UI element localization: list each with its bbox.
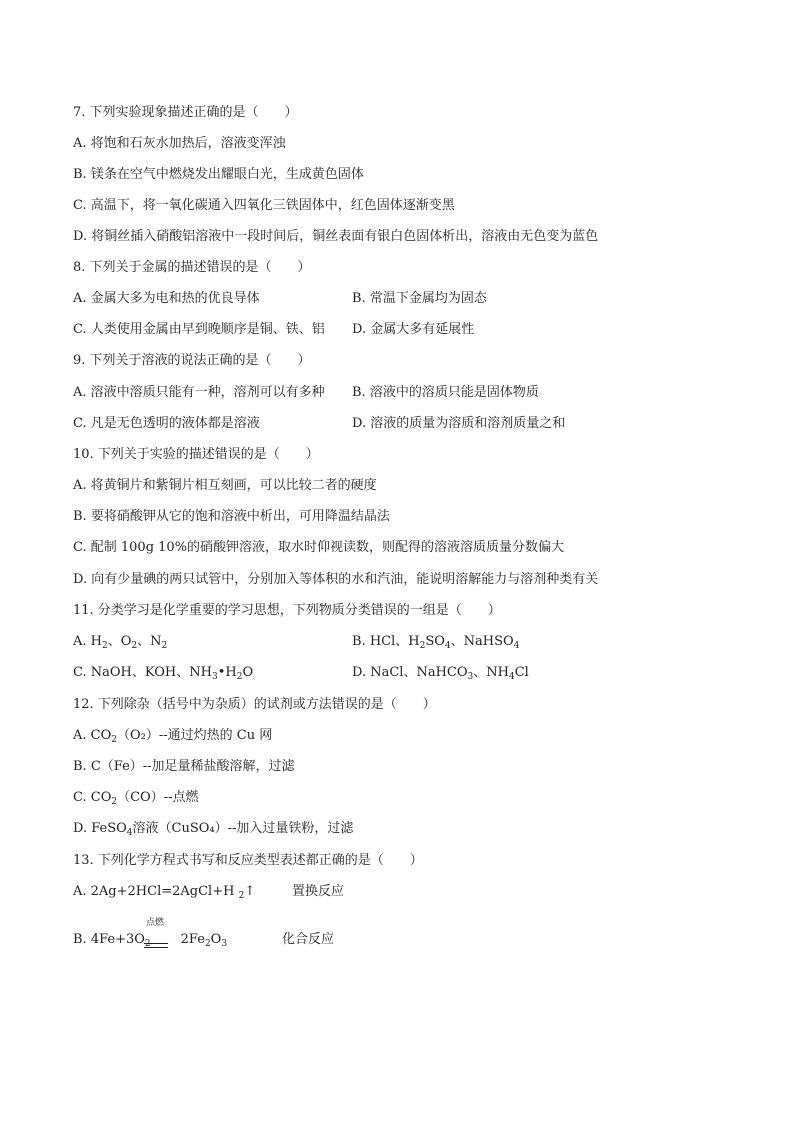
option-prefix: A. [73, 634, 91, 649]
question-10-option-b: B. 要将硝酸钾从它的饱和溶液中析出，可用降温结晶法 [73, 509, 390, 524]
option-text: （O₂）--通过灼热的 Cu 网 [117, 728, 273, 743]
equation-equals-line [144, 943, 168, 944]
question-8-option-b: B. 常温下金属均为固态 [352, 291, 487, 306]
equation-equals-line [144, 947, 168, 948]
question-9-option-b: B. 溶液中的溶质只能是固体物质 [352, 385, 539, 400]
question-10-stem: 10. 下列关于实验的描述错误的是（ ） [73, 447, 319, 462]
question-12-option-b: B. C（Fe）--加足量稀盐酸溶解，过滤 [73, 759, 295, 774]
reaction-condition: 点燃 [146, 918, 165, 928]
question-9-stem: 9. 下列关于溶液的说法正确的是（ ） [73, 353, 311, 368]
question-13-option-b-type: 化合反应 [282, 932, 335, 947]
gas-arrow: ↑ [244, 884, 256, 899]
question-12-stem: 12. 下列除杂（括号中为杂质）的试剂或方法错误的是（ ） [73, 697, 436, 712]
option-text: （CO）--点燃 [117, 790, 199, 805]
question-9-option-a: A. 溶液中溶质只能有一种，溶剂可以有多种 [73, 385, 325, 400]
question-12-option-c: C. $CO_2(CO)--$点燃 [73, 790, 199, 807]
question-8-option-a: A. 金属大多为电和热的优良导体 [73, 291, 260, 306]
question-11-option-d: D. NaCl、NaHCO$_3$、$NH_4Cl$ [352, 665, 529, 682]
question-7-option-d: D. 将铜丝插入硝酸铝溶液中一段时间后，铜丝表面有银白色固体析出，溶液由无色变为蓝色 [73, 229, 599, 244]
option-text: 溶液（CuSO₄）--加入过量铁粉，过滤 [132, 821, 354, 836]
question-7-option-b: B. 镁条在空气中燃烧发出耀眼白光，生成黄色固体 [73, 167, 364, 182]
question-8-option-d: D. 金属大多有延展性 [352, 322, 475, 337]
option-prefix: B. [352, 634, 370, 649]
question-13-option-a-type: 置换反应 [292, 884, 345, 899]
equation-text: A. 2Ag+2HCl=2AgCl+H [73, 884, 235, 899]
question-13-stem: 13. 下列化学方程式书写和反应类型表述都正确的是（ ） [73, 853, 423, 868]
option-prefix: C. [73, 665, 91, 680]
question-11-option-b: B. HCl、$H_2SO_4$、NaHSO$_4$ [352, 634, 520, 651]
question-7-option-c: C. 高温下，将一氧化碳通入四氧化三铁固体中，红色固体逐渐变黑 [73, 198, 455, 213]
option-prefix: D. [352, 665, 371, 680]
question-8-option-c: C. 人类使用金属由早到晚顺序是铜、铁、铝 [73, 322, 325, 337]
question-13-option-a-equation: A. 2Ag+2HCl=2AgCl+H $_2$↑ [73, 884, 256, 901]
question-9-option-d: D. 溶液的质量为溶质和溶剂质量之和 [352, 416, 566, 431]
question-7-stem: 7. 下列实验现象描述正确的是（ ） [73, 105, 298, 120]
question-11-stem: 11. 分类学习是化学重要的学习思想，下列物质分类错误的一组是（ ） [73, 603, 501, 618]
question-11-option-a: A. $H_2$、$O_2$、$N_2$ [73, 634, 168, 651]
question-8-stem: 8. 下列关于金属的描述错误的是（ ） [73, 260, 311, 275]
question-11-option-c: C. NaOH、KOH、$NH_3•H_2O$ [73, 665, 254, 682]
question-7-option-a: A. 将饱和石灰水加热后，溶液变浑浊 [73, 136, 286, 151]
question-10-option-d: D. 向有少量碘的两只试管中，分别加入等体积的水和汽油，能说明溶解能力与溶剂种类有关 [73, 572, 599, 587]
question-12-option-d: D. FeSO$_4$溶液（CuSO₄）--加入过量铁粉，过滤 [73, 821, 354, 838]
question-9-option-c: C. 凡是无色透明的液体都是溶液 [73, 416, 260, 431]
question-12-option-a: A. $CO_2(O_2)--$通过灼热的 Cu 网 [73, 728, 273, 745]
question-10-option-a: A. 将黄铜片和紫铜片相互刻画，可以比较二者的硬度 [73, 478, 377, 493]
question-13-option-b-equation: B. $4Fe+3O_2$ $2Fe_2O_3$ [73, 932, 228, 949]
question-10-option-c: C. 配制 100g 10%的硝酸钾溶液，取水时仰视读数，则配得的溶液溶质质量分数偏大 [73, 540, 565, 555]
